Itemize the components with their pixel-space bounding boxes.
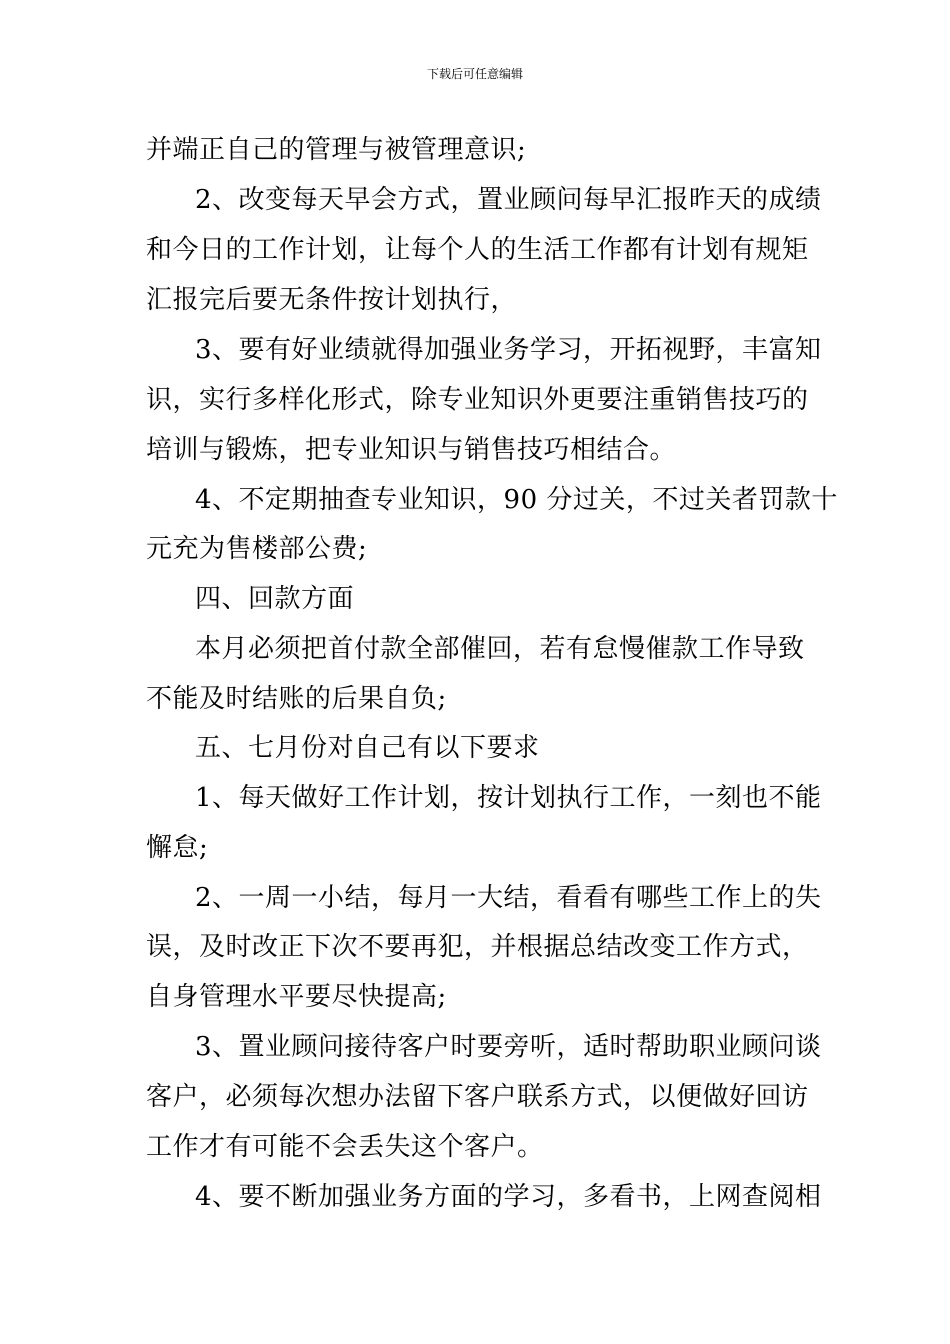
text-line: 和今日的工作计划，让每个人的生活工作都有计划有规矩 <box>146 235 809 265</box>
text-line: 客户，必须每次想办法留下客户联系方式，以便做好回访 <box>146 1082 809 1112</box>
page-header: 下载后可任意编辑 <box>426 67 523 81</box>
text-line: 自身管理水平要尽快提高; <box>146 982 447 1012</box>
text-line: 汇报完后要无条件按计划执行， <box>146 285 518 315</box>
text-line: 并端正自己的管理与被管理意识; <box>146 135 527 165</box>
text-line: 3、要有好业绩就得加强业务学习，开拓视野，丰富知 <box>195 335 822 365</box>
text-line: 培训与锻炼，把专业知识与销售技巧相结合。 <box>146 435 677 465</box>
text-line: 元充为售楼部公费; <box>146 534 368 564</box>
section-heading: 四、回款方面 <box>195 584 355 614</box>
text-line: 2、一周一小结，每月一大结，看看有哪些工作上的失 <box>195 883 822 913</box>
text-line: 4、要不断加强业务方面的学习，多看书，上网查阅相 <box>195 1182 822 1212</box>
text-line: 不能及时结账的后果自负; <box>146 684 447 714</box>
text-line: 3、置业顾问接待客户时要旁听，适时帮助职业顾问谈 <box>195 1032 822 1062</box>
text-line: 工作才有可能不会丢失这个客户。 <box>146 1132 544 1162</box>
text-line: 1、每天做好工作计划，按计划执行工作，一刻也不能 <box>195 783 822 813</box>
text-line: 本月必须把首付款全部催回，若有怠慢催款工作导致 <box>195 634 805 664</box>
text-line: 2、改变每天早会方式，置业顾问每早汇报昨天的成绩 <box>195 185 822 215</box>
text-line: 误，及时改正下次不要再犯，并根据总结改变工作方式， <box>146 932 809 962</box>
text-line: 懈怠; <box>146 833 209 863</box>
text-line: 4、不定期抽查专业知识，90 分过关，不过关者罚款十 <box>195 485 838 515</box>
section-heading: 五、七月份对自己有以下要求 <box>195 733 540 763</box>
text-line: 识，实行多样化形式，除专业知识外更要注重销售技巧的 <box>146 385 809 415</box>
